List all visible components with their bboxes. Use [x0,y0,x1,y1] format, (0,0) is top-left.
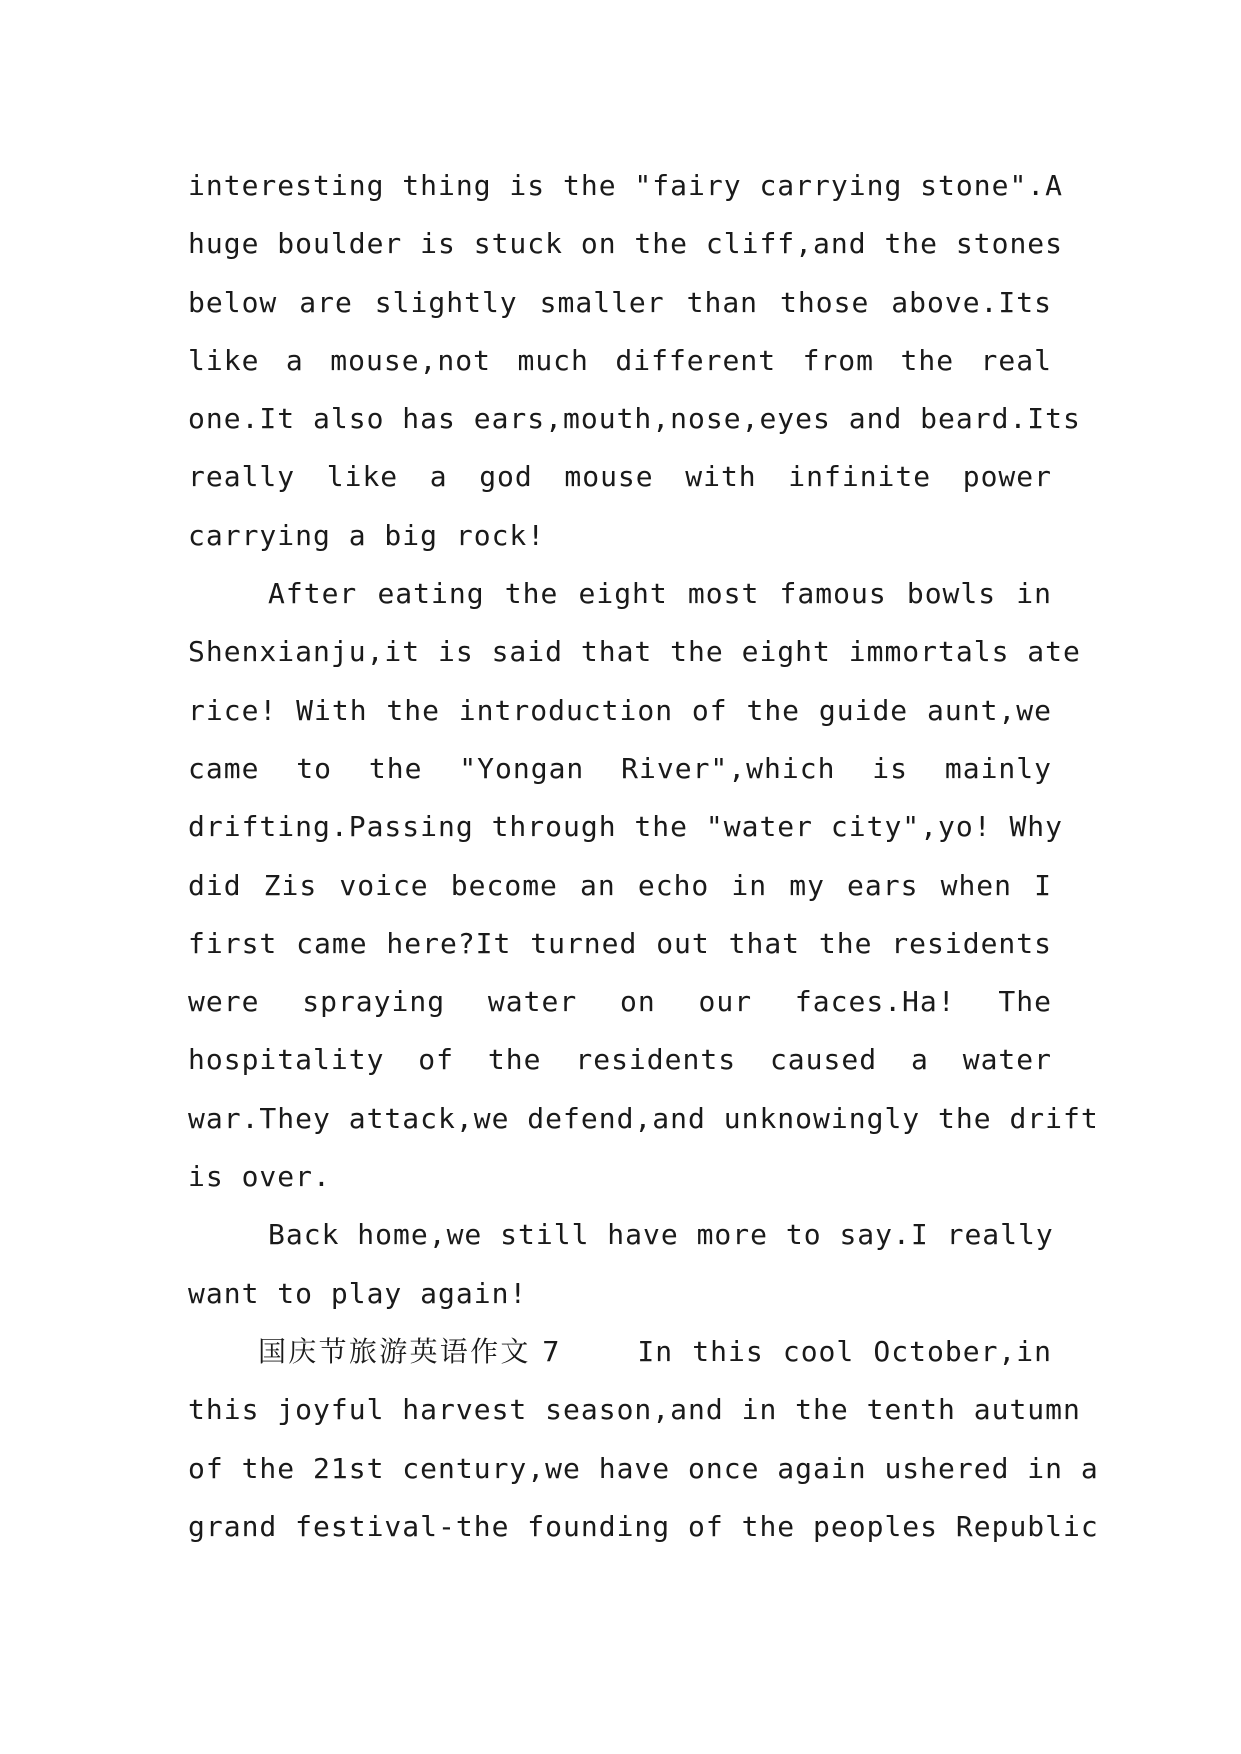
text-line: carrying a big rock! [188,518,546,552]
text-line: really like a god mouse with infinite power [188,460,1052,494]
text-line: hospitality of the residents caused a water [188,1043,1052,1077]
text-line: below are slightly smaller than those above.Its [188,285,1052,319]
text-line: huge boulder is stuck on the cliff,and the stones [188,227,1064,261]
text-line: came to the "Yongan River",which is mainly [188,751,1052,785]
text-line: grand festival-the founding of the peoples Republic [188,1509,1099,1543]
text-line: Back home,we still have more to say.I really [268,1218,1054,1252]
text-line: this joyful harvest season,and in the tenth autumn [188,1393,1081,1427]
text-line: want to play again! [188,1276,528,1310]
text-line: interesting thing is the "fairy carrying stone".A [188,169,1064,202]
text-line: is over. [188,1160,331,1194]
text-line: did Zis voice become an echo in my ears when I [188,868,1052,902]
text-line: war.They attack,we defend,and unknowingly the drift [188,1101,1099,1135]
heading-line [188,1323,1052,1381]
text-segment: In this cool October,in [637,1334,1052,1368]
text-line: one.It also has ears,mouth,nose,eyes and beard.Its [188,402,1081,436]
text-line: like a mouse,not much different from the real [188,343,1052,377]
body-text [188,157,1099,1556]
text-line: drifting.Passing through the "water city",yo! Why [188,810,1064,844]
text-line: of the 21st century,we have once again ushered in a [188,1451,1099,1485]
section-heading: 国庆节旅游英语作文 7 [258,1334,561,1368]
text-line: rice! With the introduction of the guide aunt,we [188,693,1052,727]
text-line: Shenxianju,it is said that the eight immortals ate [188,635,1081,669]
text-line: first came here?It turned out that the residents [188,926,1052,960]
text-line: were spraying water on our faces.Ha! The [188,985,1052,1019]
text-line: After eating the eight most famous bowls in [268,577,1052,611]
